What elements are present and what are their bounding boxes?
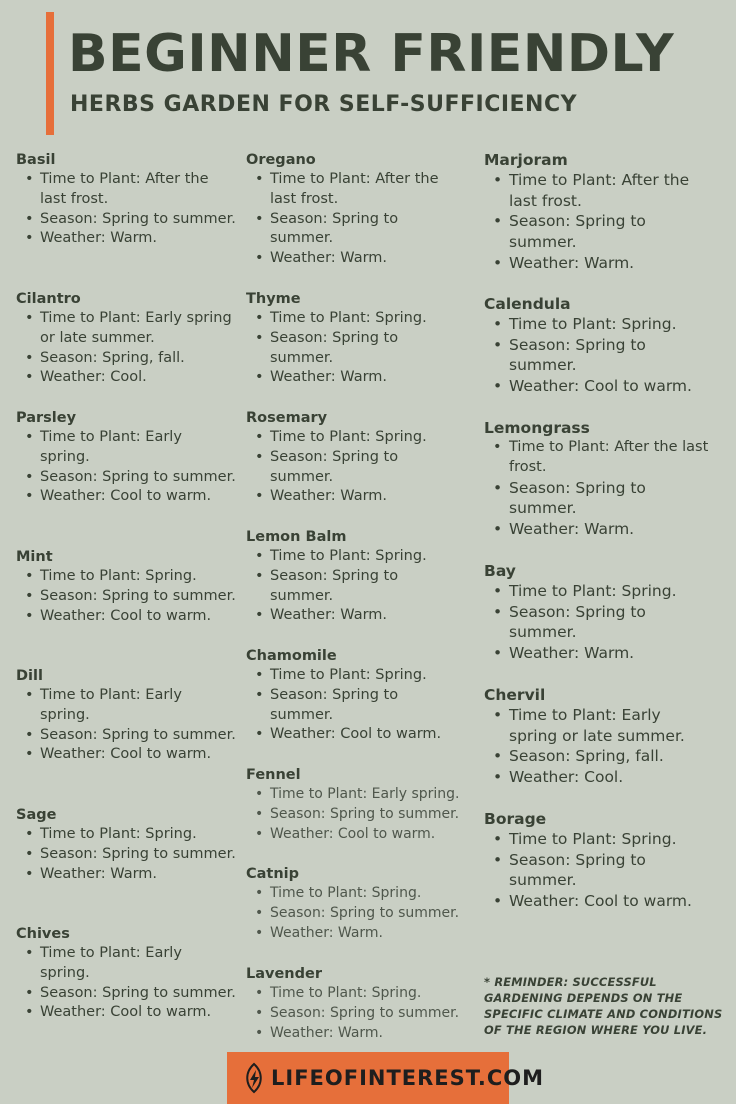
herb-lemon-balm: [246, 528, 476, 626]
herb-detail: • Time to Plant: Early spring or late summer.: [16, 309, 236, 349]
herb-marjoram: [484, 151, 714, 274]
herb-detail: • Weather: Warm.: [16, 865, 236, 885]
herb-detail: • Time to Plant: Spring.: [246, 309, 476, 329]
herb-detail: • Weather: Cool to warm.: [246, 725, 476, 745]
herb-detail: • Time to Plant: Spring.: [484, 314, 724, 335]
herb-basil: [16, 151, 236, 249]
herb-detail: • Time to Plant: Early spring.: [16, 428, 236, 468]
herb-detail: • Time to Plant: Spring.: [484, 581, 724, 602]
herb-detail: • Weather: Warm.: [246, 249, 476, 269]
herb-lavender: [246, 965, 481, 1043]
herb-name: Lavender: [246, 966, 322, 982]
herb-detail: • Weather: Cool to warm.: [484, 376, 724, 397]
brand-name: LIFEOFINTEREST.COM: [271, 1066, 545, 1090]
herb-detail: • Weather: Warm.: [484, 519, 724, 540]
herb-detail: • Weather: Cool.: [16, 368, 236, 388]
herb-parsley: [16, 409, 236, 507]
herb-detail: • Weather: Cool to warm.: [16, 607, 236, 627]
herb-name: Dill: [16, 668, 43, 684]
herb-name: Fennel: [246, 767, 301, 783]
herb-detail: • Time to Plant: Spring.: [246, 984, 481, 1004]
herb-detail: • Time to Plant: Early spring.: [16, 686, 236, 726]
herb-name: Chamomile: [246, 648, 337, 664]
herb-detail: • Time to Plant: After the last frost.: [246, 170, 450, 210]
herb-detail: • Weather: Warm.: [246, 1024, 481, 1044]
herb-thyme: [246, 290, 476, 388]
herb-detail: • Season: Spring to summer.: [484, 850, 669, 891]
herb-detail: • Time to Plant: After the last frost.: [484, 438, 719, 478]
herb-fennel: [246, 766, 481, 844]
herb-name: Cilantro: [16, 291, 81, 307]
herb-detail: • Time to Plant: Early spring.: [246, 785, 481, 805]
herb-detail: • Season: Spring to summer.: [16, 845, 236, 865]
herb-name: Thyme: [246, 291, 301, 307]
herb-detail: • Season: Spring to summer.: [16, 587, 236, 607]
herb-detail: • Time to Plant: Spring.: [16, 825, 236, 845]
title-accent-bar: [46, 12, 54, 135]
herb-detail: • Time to Plant: Spring.: [246, 884, 481, 904]
herb-detail: • Season: Spring to summer.: [484, 335, 669, 376]
herb-detail: • Time to Plant: Early spring.: [16, 944, 236, 984]
herb-detail: • Weather: Cool to warm.: [484, 891, 724, 912]
herb-detail: • Time to Plant: Spring.: [246, 547, 476, 567]
herb-sage: [16, 806, 236, 884]
herb-detail: • Time to Plant: Spring.: [16, 567, 236, 587]
herb-detail: • Weather: Warm.: [16, 229, 236, 249]
herb-detail: • Season: Spring to summer.: [246, 210, 420, 250]
page-title: BEGINNER FRIENDLY: [68, 24, 675, 84]
herb-name: Bay: [484, 562, 516, 580]
herb-detail: • Season: Spring to summer.: [16, 210, 236, 230]
herb-name: Lemongrass: [484, 419, 590, 437]
herb-detail: • Season: Spring to summer.: [16, 984, 236, 1004]
herb-detail: • Weather: Cool to warm.: [16, 1003, 236, 1023]
herb-detail: • Time to Plant: Early spring or late summer.: [484, 705, 709, 746]
herb-detail: • Season: Spring to summer.: [246, 904, 481, 924]
herb-detail: • Season: Spring to summer.: [246, 686, 420, 726]
herb-detail: • Season: Spring, fall.: [16, 349, 236, 369]
herb-detail: • Season: Spring to summer.: [16, 468, 236, 488]
herb-detail: • Season: Spring to summer.: [484, 211, 669, 252]
page-subtitle: HERBS GARDEN FOR SELF-SUFFICIENCY: [70, 92, 578, 117]
herb-detail: • Season: Spring to summer.: [16, 726, 236, 746]
herb-name: Lemon Balm: [246, 529, 347, 545]
herb-detail: • Season: Spring to summer.: [246, 448, 420, 488]
herb-detail: • Season: Spring to summer.: [246, 329, 420, 369]
herb-chives: [16, 925, 236, 1023]
herb-detail: • Weather: Cool.: [484, 767, 724, 788]
herb-detail: • Weather: Cool to warm.: [246, 825, 481, 845]
herb-name: Catnip: [246, 866, 300, 882]
herb-detail: • Time to Plant: After the last frost.: [16, 170, 236, 210]
herb-dill: [16, 667, 236, 765]
herb-detail: • Season: Spring to summer.: [484, 602, 669, 643]
herb-detail: • Season: Spring to summer.: [484, 478, 669, 519]
herb-detail: • Time to Plant: Spring.: [246, 428, 476, 448]
herb-detail: • Time to Plant: Spring.: [484, 829, 724, 850]
herb-detail: • Weather: Warm.: [246, 368, 476, 388]
herb-name: Mint: [16, 549, 53, 565]
lightning-leaf-icon: [241, 1062, 267, 1094]
herb-detail: • Weather: Warm.: [246, 606, 476, 626]
herb-detail: • Weather: Warm.: [484, 643, 724, 664]
herb-name: Calendula: [484, 295, 571, 313]
herb-detail: • Weather: Cool to warm.: [16, 487, 236, 507]
herb-catnip: [246, 865, 481, 943]
herb-name: Parsley: [16, 410, 77, 426]
herb-detail: • Weather: Warm.: [246, 924, 481, 944]
herb-name: Marjoram: [484, 151, 568, 169]
herb-oregano: [246, 151, 476, 269]
herb-name: Chervil: [484, 686, 546, 704]
herb-detail: • Weather: Warm.: [484, 253, 714, 274]
herb-detail: • Season: Spring to summer.: [246, 567, 420, 607]
herb-name: Chives: [16, 926, 70, 942]
herb-detail: • Weather: Cool to warm.: [16, 745, 236, 765]
herb-cilantro: [16, 290, 236, 388]
herb-name: Oregano: [246, 152, 316, 168]
herb-mint: [16, 548, 236, 626]
herb-name: Sage: [16, 807, 57, 823]
herb-detail: • Season: Spring, fall.: [484, 746, 724, 767]
herb-lemongrass: [484, 419, 724, 540]
reminder-note: * REMINDER: SUCCESSFUL GARDENING DEPENDS ON THE SPECIFIC CLIMATE AND CONDITIONS OF THE REGION WHERE YOU LIVE.: [484, 975, 723, 1037]
herb-chervil: [484, 686, 724, 788]
herb-detail: • Season: Spring to summer.: [246, 1004, 481, 1024]
herb-detail: • Time to Plant: After the last frost.: [484, 170, 704, 211]
herb-name: Rosemary: [246, 410, 328, 426]
footer-brand-bar[interactable]: [227, 1052, 545, 1104]
herb-detail: • Weather: Warm.: [246, 487, 476, 507]
herb-borage: [484, 810, 724, 912]
herb-rosemary: [246, 409, 476, 507]
herb-detail: • Season: Spring to summer.: [246, 805, 481, 825]
herb-name: Borage: [484, 810, 547, 828]
herb-bay: [484, 562, 724, 664]
herb-name: Basil: [16, 152, 56, 168]
herb-calendula: [484, 295, 724, 397]
herb-detail: • Time to Plant: Spring.: [246, 666, 476, 686]
herb-chamomile: [246, 647, 476, 745]
